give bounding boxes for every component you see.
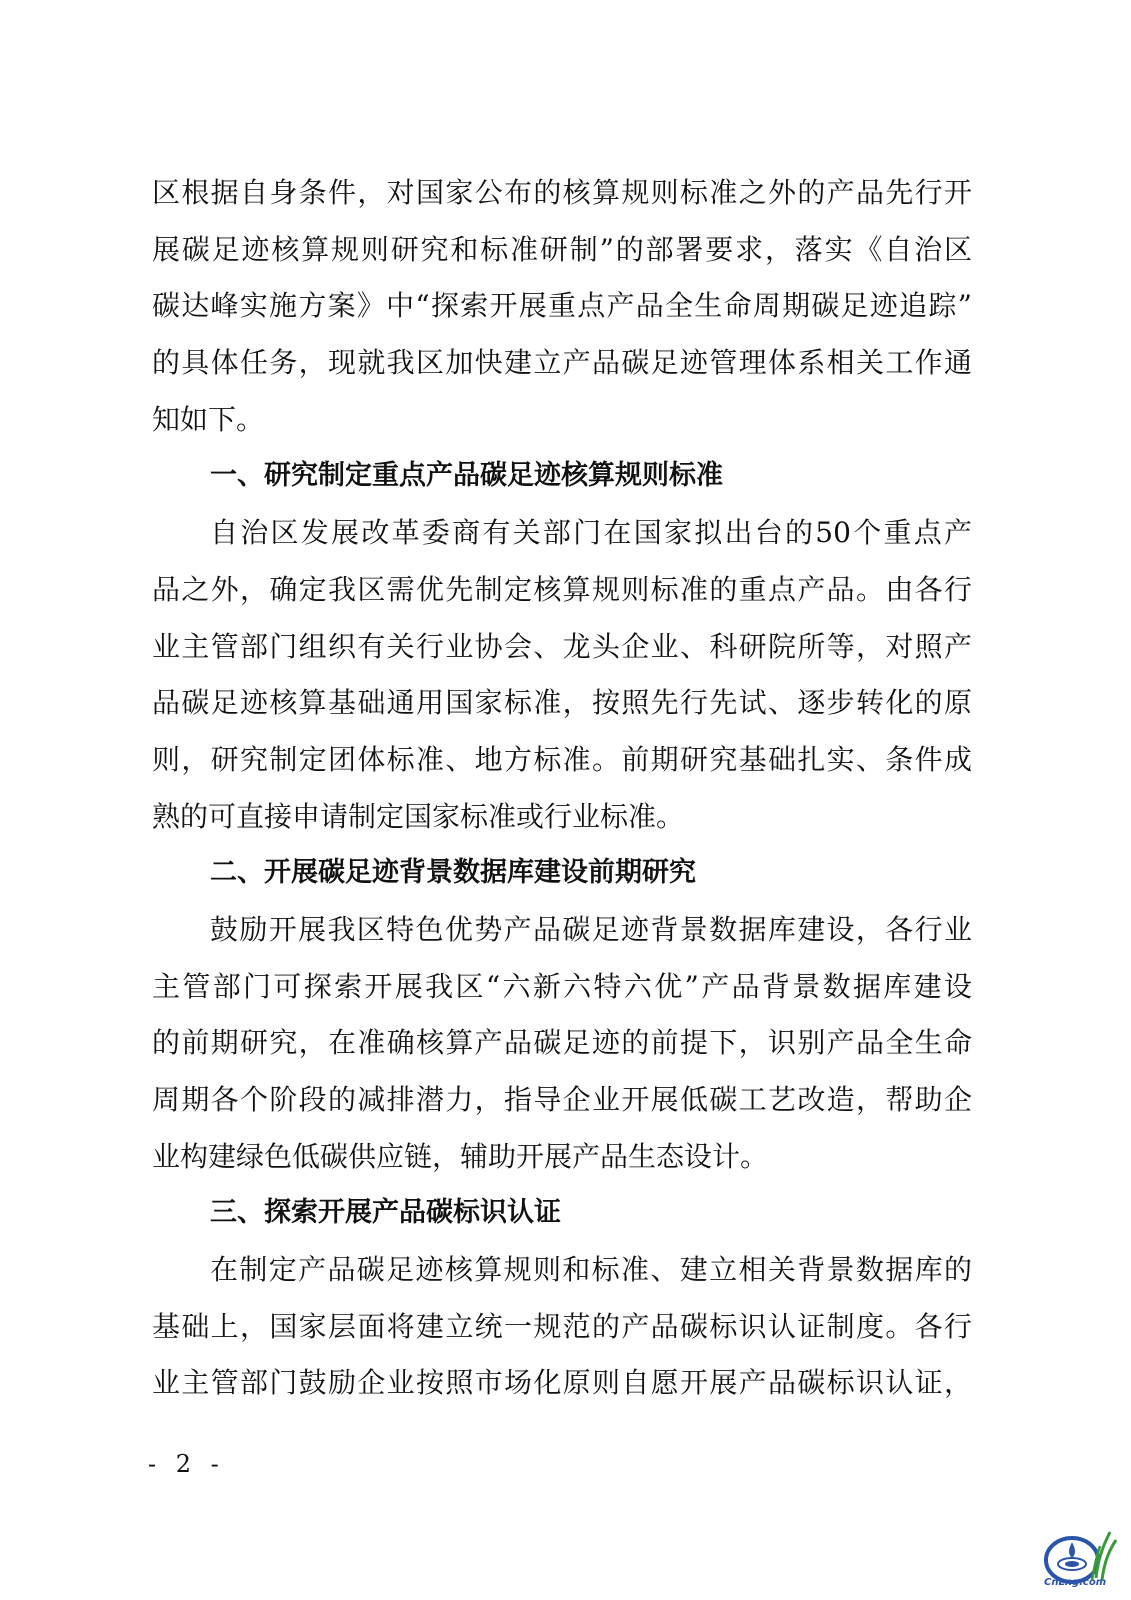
paragraph-line: 业主管部门组织有关行业协会、龙头企业、科研院所等，对照产 — [152, 629, 972, 663]
paragraph-line: 的前期研究，在准确核算产品碳足迹的前提下，识别产品全生命 — [152, 1026, 972, 1060]
paragraph-line: 知如下。 — [152, 402, 265, 436]
paragraph-line: 业主管部门鼓励企业按照市场化原则自愿开展产品碳标识认证， — [152, 1366, 972, 1400]
section-heading-3: 三、探索开展产品碳标识认证 — [210, 1197, 561, 1229]
paragraph-line: 展碳足迹核算规则研究和标准研制”的部署要求，落实《自治区 — [152, 232, 972, 266]
paragraph-line: 则，研究制定团体标准、地方标准。前期研究基础扎实、条件成 — [152, 742, 972, 776]
paragraph-line: 区根据自身条件，对国家公布的核算规则标准之外的产品先行开 — [152, 176, 972, 209]
paragraph-line: 品之外，确定我区需优先制定核算规则标准的重点产品。由各行 — [152, 572, 972, 606]
section-heading-1: 一、研究制定重点产品碳足迹核算规则标准 — [210, 460, 723, 492]
paragraph-line: 熟的可直接申请制定国家标准或行业标准。 — [152, 799, 685, 833]
paragraph-line: 周期各个阶段的减排潜力，指导企业开展低碳工艺改造，帮助企 — [152, 1083, 972, 1116]
paragraph-line: 的具体任务，现就我区加快建立产品碳足迹管理体系相关工作通 — [152, 346, 972, 380]
paragraph-line: 鼓励开展我区特色优势产品碳足迹背景数据库建设，各行业 — [210, 912, 972, 946]
paragraph-line: 碳达峰实施方案》中“探索开展重点产品全生命周期碳足迹追踪” — [152, 289, 972, 323]
page-number: - 2 - — [148, 1450, 225, 1478]
section-heading-2: 二、开展碳足迹背景数据库建设前期研究 — [210, 857, 696, 889]
paragraph-line: 在制定产品碳足迹核算规则和标准、建立相关背景数据库的 — [210, 1253, 972, 1287]
paragraph-line: 业构建绿色低碳供应链，辅助开展产品生态设计。 — [152, 1139, 769, 1173]
paragraph-line: 主管部门可探索开展我区“六新六特六优”产品背景数据库建设 — [152, 969, 972, 1003]
paragraph-line: 基础上，国家层面将建立统一规范的产品碳标识认证制度。各行 — [152, 1309, 972, 1343]
paragraph-line: 品碳足迹核算基础通用国家标准，按照先行先试、逐步转化的原 — [152, 686, 972, 720]
document-body — [152, 165, 972, 1412]
paragraph-line: 自治区发展改革委商有关部门在国家拟出台的50个重点产 — [210, 516, 972, 550]
watermark-text: CnLng.com — [1044, 1577, 1107, 1588]
